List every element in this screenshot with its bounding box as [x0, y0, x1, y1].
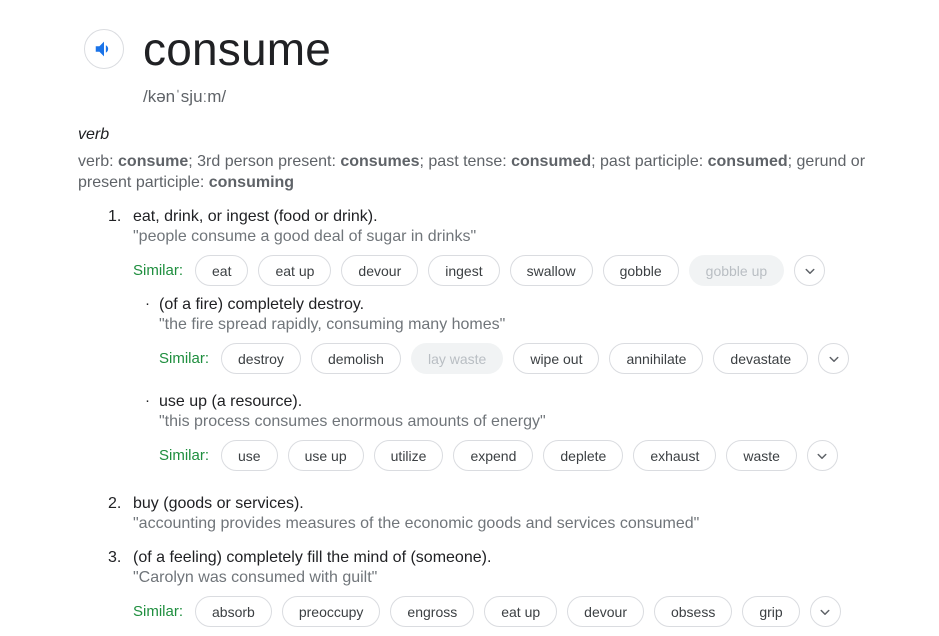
sub-definition-body — [159, 295, 849, 383]
synonym-chip[interactable]: gobble — [603, 255, 679, 286]
synonym-chip[interactable]: expend — [453, 440, 533, 471]
definition-body — [133, 494, 699, 534]
definition-text: (of a feeling) completely fill the mind of (someone). — [133, 549, 492, 566]
synonym-chips — [195, 255, 825, 286]
similar-row — [159, 343, 849, 374]
synonym-chips — [221, 343, 849, 374]
synonym-chip[interactable]: deplete — [543, 440, 623, 471]
word-form-value: consumed — [707, 153, 788, 170]
similar-label: Similar: — [133, 262, 184, 279]
synonym-chip[interactable]: devour — [341, 255, 418, 286]
bullet: · — [145, 295, 150, 312]
definition-number: 1. — [108, 208, 122, 225]
synonym-chip[interactable]: wipe out — [513, 343, 599, 374]
pronunciation: /kənˈsjuːm/ — [143, 87, 227, 106]
synonym-chip[interactable]: obsess — [654, 596, 732, 627]
synonym-chip[interactable]: devour — [567, 596, 644, 627]
example-text: "Carolyn was consumed with guilt" — [133, 569, 378, 586]
word-form-value: consumes — [340, 153, 420, 170]
synonym-chip[interactable]: ingest — [428, 255, 499, 286]
synonym-chip[interactable]: eat — [195, 255, 248, 286]
definition-item — [108, 548, 939, 636]
definition-number: 2. — [108, 495, 122, 512]
synonym-chip[interactable]: destroy — [221, 343, 301, 374]
definition-text: eat, drink, or ingest (food or drink). — [133, 208, 378, 225]
bullet: · — [145, 392, 150, 409]
definitions-list — [108, 207, 939, 636]
synonym-chip[interactable]: engross — [390, 596, 474, 627]
word-form-label: ; 3rd person present: — [188, 153, 341, 170]
pronounce-button[interactable] — [84, 29, 124, 69]
word-form-value: consuming — [208, 174, 295, 191]
word-form-label: ; gerund or present participle: — [78, 153, 866, 191]
similar-row — [133, 596, 841, 627]
similar-row — [133, 255, 849, 286]
synonym-chip[interactable]: demolish — [311, 343, 401, 374]
example-text: "this process consumes enormous amounts of energy" — [159, 413, 546, 430]
synonym-chip[interactable]: gobble up — [689, 255, 785, 286]
word-form-label: ; past tense: — [419, 153, 512, 170]
definition-body — [133, 548, 841, 636]
synonym-chip[interactable]: absorb — [195, 596, 272, 627]
synonym-chip[interactable]: annihilate — [609, 343, 703, 374]
header — [84, 24, 939, 74]
sub-definition-item — [145, 392, 849, 480]
synonym-chips — [221, 440, 838, 471]
synonym-chips — [195, 596, 841, 627]
definition-text: buy (goods or services). — [133, 495, 304, 512]
sub-definition-text: (of a fire) completely destroy. — [159, 296, 365, 313]
chevron-down-icon — [813, 447, 831, 465]
expand-synonyms-button[interactable] — [794, 255, 825, 286]
expand-synonyms-button[interactable] — [818, 343, 849, 374]
synonym-chip[interactable]: waste — [726, 440, 797, 471]
definition-body — [133, 207, 849, 480]
word-forms — [78, 151, 896, 193]
headword: consume — [143, 23, 332, 75]
speaker-icon — [93, 38, 115, 60]
synonym-chip[interactable]: eat up — [258, 255, 331, 286]
similar-row — [159, 440, 838, 471]
definition-number: 3. — [108, 549, 122, 566]
synonym-chip[interactable]: devastate — [713, 343, 808, 374]
chevron-down-icon — [825, 350, 843, 368]
part-of-speech: verb — [78, 126, 110, 143]
synonym-chip[interactable]: preoccupy — [282, 596, 381, 627]
synonym-chip[interactable]: grip — [742, 596, 799, 627]
example-text: "accounting provides measures of the economic goods and services consumed" — [133, 515, 700, 532]
synonym-chip[interactable]: use — [221, 440, 278, 471]
similar-label: Similar: — [159, 350, 210, 367]
sub-definition-body — [159, 392, 838, 480]
sub-definition-text: use up (a resource). — [159, 393, 303, 410]
synonym-chip[interactable]: lay waste — [411, 343, 503, 374]
word-form-value: consumed — [511, 153, 592, 170]
synonym-chip[interactable]: utilize — [374, 440, 444, 471]
synonym-chip[interactable]: exhaust — [633, 440, 716, 471]
word-form-label: verb: — [78, 153, 119, 170]
similar-label: Similar: — [159, 447, 210, 464]
example-text: "people consume a good deal of sugar in drinks" — [133, 228, 477, 245]
chevron-down-icon — [801, 262, 819, 280]
definition-item — [108, 494, 939, 534]
example-text: "the fire spread rapidly, consuming many homes" — [159, 316, 506, 333]
sub-definition-item — [145, 295, 849, 383]
similar-label: Similar: — [133, 603, 184, 620]
synonym-chip[interactable]: swallow — [510, 255, 593, 286]
expand-synonyms-button[interactable] — [810, 596, 841, 627]
synonym-chip[interactable]: use up — [288, 440, 364, 471]
chevron-down-icon — [816, 603, 834, 621]
synonym-chip[interactable]: eat up — [484, 596, 557, 627]
expand-synonyms-button[interactable] — [807, 440, 838, 471]
definition-item — [108, 207, 939, 480]
word-form-value: consume — [118, 153, 189, 170]
word-form-label: ; past participle: — [591, 153, 708, 170]
